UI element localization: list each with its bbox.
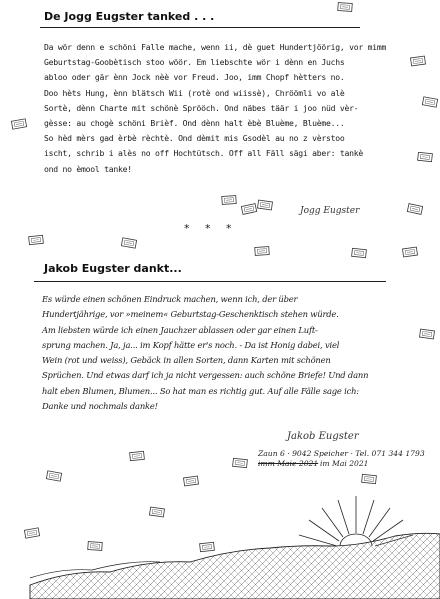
money-note-icon bbox=[46, 471, 61, 481]
text-line: gèsse: au chogè schöni Brièf. Ond dènn halt èbè Bluème, Bluème... bbox=[44, 118, 345, 129]
money-note-icon bbox=[352, 248, 367, 257]
money-note-icon bbox=[121, 238, 136, 248]
money-note-icon bbox=[411, 56, 426, 66]
text-line: Am liebsten würde ich einen Jauchzer ablassen oder gar einen Luft- bbox=[42, 324, 318, 335]
money-note-icon bbox=[24, 528, 39, 538]
separator-stars: * * * bbox=[184, 222, 238, 235]
money-note-icon bbox=[403, 247, 418, 257]
text-line: ischt, schrib i alès no off Hochtütsch. Off all Fäll sägi aber: tankè bbox=[44, 148, 363, 159]
text-line: Sprüchen. Und etwas darf ich ja nicht vergessen: auch schöne Briefe! Und dann bbox=[42, 370, 369, 381]
text-line: Doo hèts Hung, ènn blätsch Wii (rotè ond wiissè), Chröömli vo alè bbox=[44, 87, 345, 98]
text-line: Geburtstag-Goobètisch stoo wöör. Em liebschte wör i dènn en Juchs bbox=[44, 57, 345, 68]
text-line: So hèd mèrs gad èrbè rèchtè. Ond dèmit mis Gsodèl au no z vèrstoo bbox=[44, 133, 345, 144]
text-line: sprung machen. Ja, ja... im Kopf hätte er's noch. - Da ist Honig dabei, viel bbox=[42, 339, 340, 350]
money-note-icon bbox=[241, 204, 256, 215]
text-line: Da wör denn e schöni Falle mache, wenn ii, dè guet Hundertjöörig, vor mimm bbox=[44, 42, 387, 52]
signature-jogg: Jogg Eugster bbox=[300, 206, 360, 216]
money-note-icon bbox=[418, 152, 433, 161]
money-note-icon bbox=[130, 451, 145, 460]
text-line: Danke und nochmals danke! bbox=[42, 401, 158, 412]
money-note-icon bbox=[407, 204, 422, 215]
text-line: Wein (rot und weiss), Gebäck in allen Sorten, dann Karten mit schönen bbox=[42, 355, 331, 366]
text-line: Sortè, dènn Charte mit schönè Sprööch. Ond näbes täär i joo nüd vèr- bbox=[44, 102, 359, 113]
money-note-icon bbox=[420, 329, 435, 339]
heading-swiss-german: De Jogg Eugster tanked . . . bbox=[44, 10, 215, 23]
money-note-icon bbox=[200, 542, 215, 551]
text-line: ond no èmool tanke! bbox=[44, 163, 132, 174]
money-note-icon bbox=[184, 476, 199, 486]
money-note-icon bbox=[222, 196, 237, 205]
money-note-icon bbox=[255, 247, 270, 256]
sender-address: Zaun 6 · 9042 Speicher · Tel. 071 344 1793 bbox=[258, 449, 425, 458]
money-note-icon bbox=[422, 97, 437, 107]
signature-jakob: Jakob Eugster bbox=[287, 431, 359, 442]
date-struck: imm Maie 2021 bbox=[258, 459, 319, 468]
text-line: Hundertjährige, vor »meinem« Geburtstag-Geschenktisch stehen würde. bbox=[42, 309, 339, 320]
money-note-icon bbox=[338, 3, 353, 12]
money-note-icon bbox=[233, 458, 248, 467]
text-line: Es würde einen schönen Eindruck machen, wenn ich, der über bbox=[42, 294, 298, 304]
money-note-icon bbox=[150, 507, 165, 517]
money-note-icon bbox=[258, 200, 273, 210]
money-note-icon bbox=[11, 119, 26, 129]
heading-german: Jakob Eugster dankt... bbox=[44, 262, 182, 275]
money-note-icon bbox=[362, 474, 377, 483]
money-note-icon bbox=[29, 235, 44, 244]
text-line: halt eben Blumen, Blumen... So hat man es richtig gut. Auf alle Fälle sage ich: bbox=[42, 385, 359, 396]
money-note-icon bbox=[88, 542, 103, 551]
text-line: abloo oder gär ènn Jock nèè vor Freud. Joo, imm Chopf hètters no. bbox=[44, 72, 345, 83]
date: im Mai 2021 bbox=[320, 459, 369, 468]
